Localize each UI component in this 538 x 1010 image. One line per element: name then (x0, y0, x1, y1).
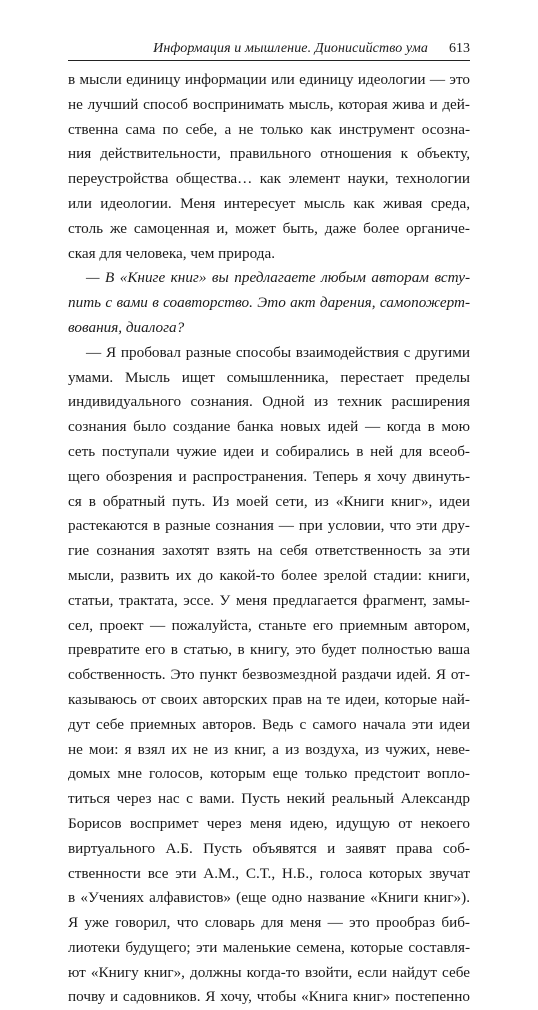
text-line: гие сознания захотят взять на себя ответственность за эти (68, 542, 470, 560)
text-line: сеть поступали чужие идеи и собирались в ней для всеоб- (68, 442, 470, 460)
text-line: не лучший способ воспринимать мысль, которая жива и дей- (68, 95, 470, 113)
text-line: дут себе приемных авторов. Ведь с самого начала эти идеи (68, 715, 470, 733)
text-line: лиотеки будущего; эти маленькие семена, которые составля- (68, 938, 470, 956)
text-line: ственности все эти А.М., С.Т., Н.Б., голоса которых звучат (68, 864, 470, 882)
text-line: ская для человека, чем природа. (68, 244, 276, 262)
text-line: почву и садовников. Я хочу, чтобы «Книга книг» постепенно (68, 988, 470, 1006)
text-line: — Я пробовал разные способы взаимодействия с другими (86, 343, 470, 361)
text-line: статьи, трактата, эссе. У меня предлагается фрагмент, замы- (68, 591, 470, 609)
running-title: Информация и мышление. Дионисийство ума (153, 41, 428, 56)
text-line: казываюсь от своих авторских прав на те идеи, которые най- (68, 690, 470, 708)
text-line: виртуального А.Б. Пусть объявятся и заявят права соб- (68, 839, 470, 857)
text-line: титься через нас с вами. Пусть некий реальный Александр (68, 790, 470, 808)
text-line: собственность. Это пункт безвозмездной раздачи идей. Я от- (68, 666, 470, 684)
text-line: умами. Мысль ищет сомышленника, перестает пределы (68, 368, 470, 386)
text-line: столь же самоценная и, может быть, даже более органиче- (68, 219, 470, 237)
text-line: в мысли единицу информации или единицу идеологии — это (68, 71, 470, 88)
text-line: не мои: я взял их не из книг, а из воздуха, из чужих, неве- (68, 740, 470, 758)
text-line: растекаются в разные сознания — при условии, что эти дру- (68, 517, 470, 535)
text-line: Я уже говорил, что словарь для меня — это прообраз биб- (68, 914, 470, 932)
text-line: Борисов воспримет через меня идею, идущую от некоего (68, 814, 470, 832)
text-line: превратите его в статью, в книгу, это будет полностью ваша (68, 641, 470, 659)
text-line: ют «Книгу книг», должны когда-то взойти, если найдут себе (68, 963, 470, 981)
text-line: ся в обратный путь. Из моей сети, из «Книги книг», идеи (68, 492, 470, 510)
running-header (68, 34, 470, 61)
text-line: индивидуального сознания. Одной из техник расширения (68, 393, 470, 411)
text-column (68, 68, 470, 1010)
page-number: 613 (449, 41, 470, 56)
text-line: ния действительности, правильного отношения к объекту, (68, 145, 470, 163)
text-line: сел, проект — пожалуйста, станьте его приемным автором, (68, 616, 470, 634)
text-line: пить с вами в соавторство. Это акт дарения, самопожерт- (68, 294, 470, 312)
text-line: ственна сама по себе, а не только как инструмент осозна- (68, 120, 470, 138)
text-line: сознания было создание банка новых идей — когда в мою (68, 418, 470, 436)
text-line: переустройства общества… как элемент науки, технологии (68, 170, 470, 188)
text-line: в «Учениях алфавистов» (еще одно название «Книги книг»). (68, 889, 470, 907)
text-line: или идеологии. Меня интересует мысль как живая среда, (68, 194, 470, 212)
text-line: вования, диалога? (68, 318, 185, 336)
text-line: домых мне голосов, которым еще только предстоит вопло- (68, 765, 470, 783)
text-line: мысли, развить их до какой-то более зрелой стадии: книги, (68, 566, 470, 584)
text-line: — В «Книге книг» вы предлагаете любым авторам всту- (86, 269, 470, 287)
text-line: щего обозрения и распространения. Теперь я хочу двинуть- (68, 467, 470, 485)
